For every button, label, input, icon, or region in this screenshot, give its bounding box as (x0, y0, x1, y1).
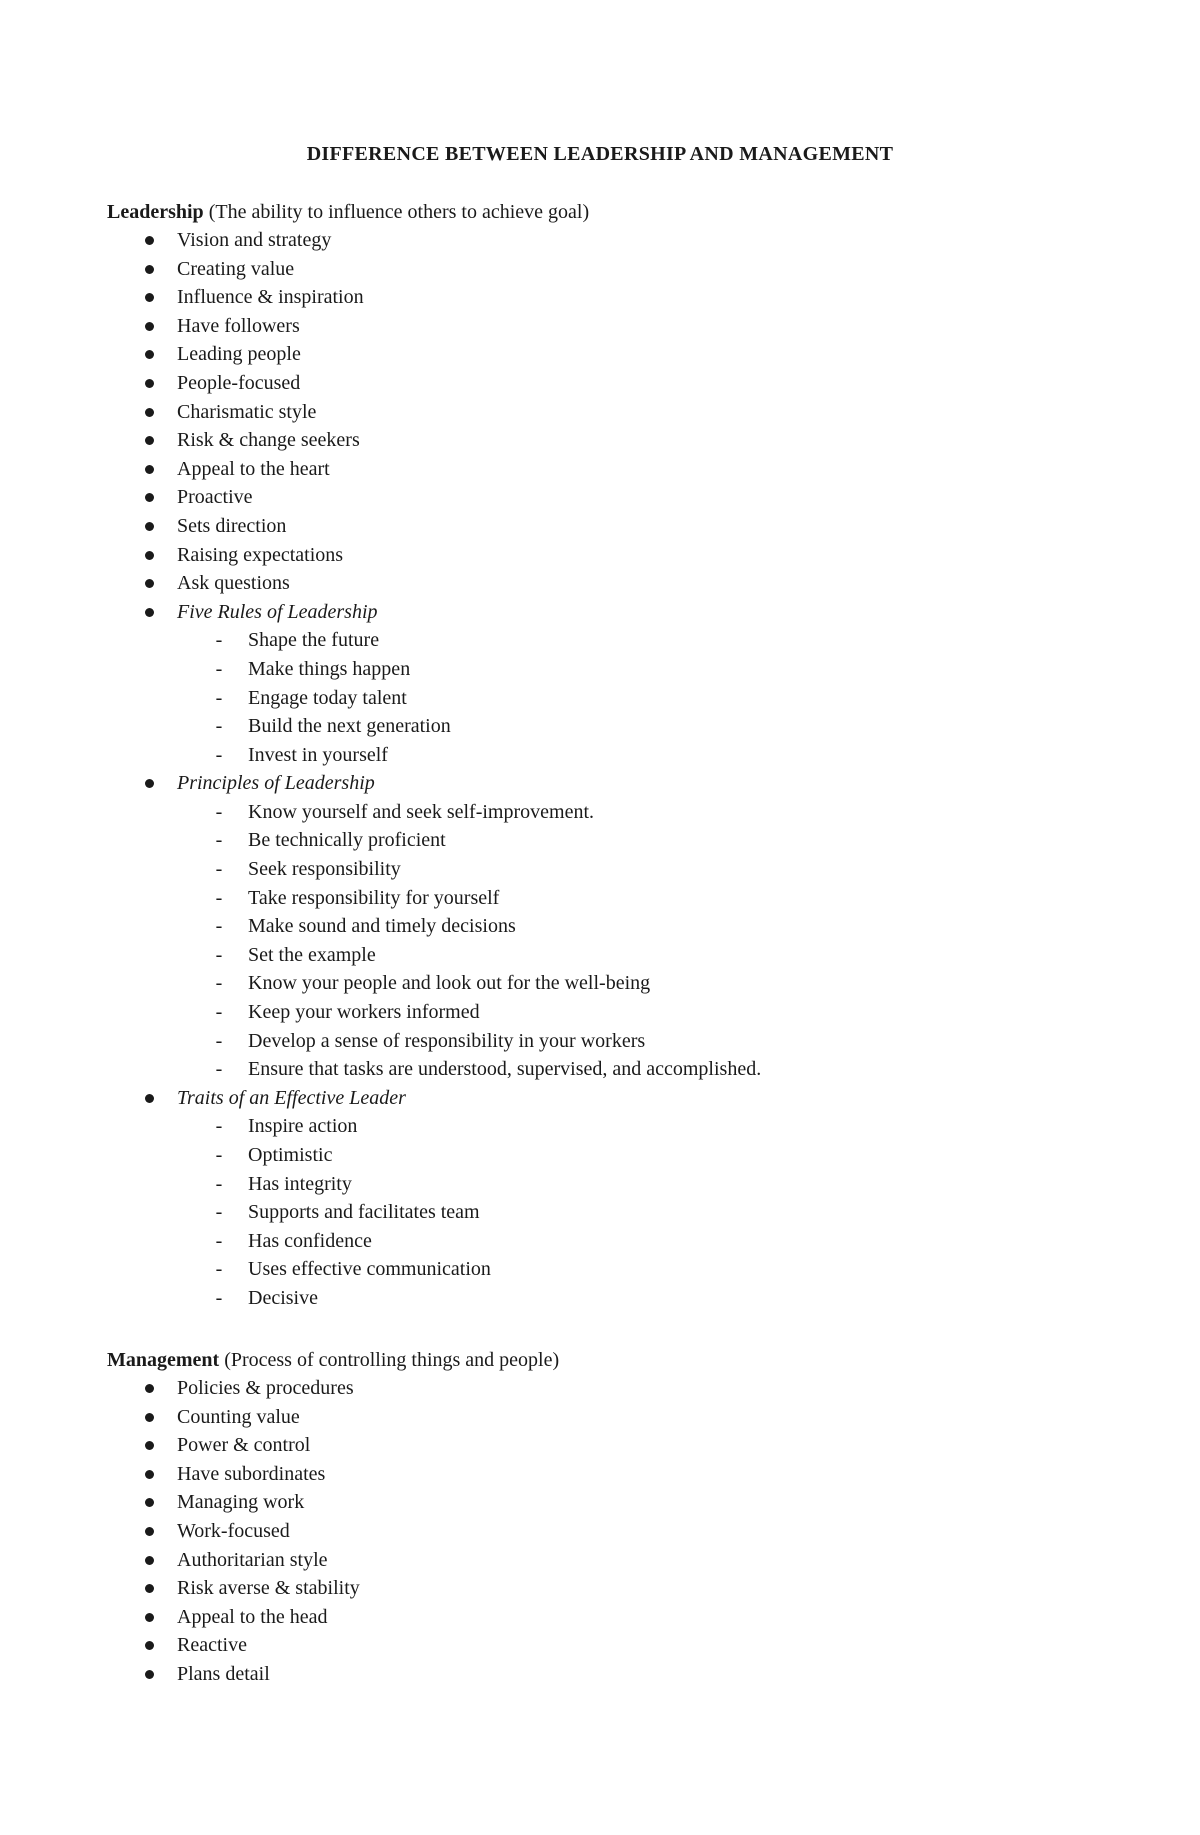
dash-marker: - (215, 829, 223, 852)
list-item (107, 1055, 1107, 1084)
list-item (107, 884, 1107, 913)
list-item (107, 1227, 1107, 1256)
list-item (107, 541, 1107, 570)
dash-marker: - (215, 858, 223, 881)
list-item-text: Develop a sense of responsibility in your workers (248, 1029, 646, 1052)
list-item-text: Power & control (177, 1434, 311, 1457)
list-item-text: People-focused (177, 371, 301, 394)
list-item (107, 655, 1107, 684)
leadership-term: Leadership (107, 201, 204, 223)
management-heading (107, 1346, 1107, 1374)
list-item (107, 998, 1107, 1027)
list-item (107, 969, 1107, 998)
list-item (107, 1431, 1107, 1460)
list-item (107, 798, 1107, 827)
bullet-marker (145, 1441, 154, 1450)
list-item (107, 369, 1107, 398)
list-item (107, 1170, 1107, 1199)
bullet-marker (145, 236, 154, 245)
five-rules-heading (107, 598, 1107, 627)
list-item (107, 226, 1107, 255)
list-item (107, 1631, 1107, 1660)
list-item (107, 741, 1107, 770)
dash-marker: - (215, 1201, 223, 1224)
list-item (107, 1374, 1107, 1403)
leadership-section (107, 198, 1107, 1313)
list-item (107, 855, 1107, 884)
bullet-marker (145, 1094, 154, 1103)
bullet-marker (145, 1584, 154, 1593)
dash-marker: - (215, 943, 223, 966)
principles-list (107, 798, 1107, 1084)
dash-marker: - (215, 1001, 223, 1024)
list-item-text: Know yourself and seek self-improvement. (248, 800, 595, 823)
list-item-text: Uses effective communication (248, 1258, 491, 1281)
bullet-marker (145, 1556, 154, 1565)
list-item-text: Proactive (177, 486, 253, 509)
list-item (107, 684, 1107, 713)
list-item (107, 1141, 1107, 1170)
document-title: DIFFERENCE BETWEEN LEADERSHIP AND MANAGEMENT (306, 143, 894, 165)
leadership-bullet-list (107, 226, 1107, 1313)
list-item (107, 512, 1107, 541)
list-item (107, 712, 1107, 741)
list-item-text: Have subordinates (177, 1462, 326, 1485)
bullet-marker (145, 436, 154, 445)
bullet-marker (145, 1527, 154, 1536)
list-item (107, 426, 1107, 455)
list-item-text: Risk & change seekers (177, 429, 360, 452)
list-item (107, 255, 1107, 284)
dash-marker: - (215, 972, 223, 995)
list-item (107, 1198, 1107, 1227)
list-item-text: Invest in yourself (248, 743, 388, 766)
list-item-text: Creating value (177, 257, 295, 280)
list-item (107, 1546, 1107, 1575)
list-item-text: Influence & inspiration (177, 286, 364, 309)
bullet-marker (145, 608, 154, 617)
list-item (107, 1255, 1107, 1284)
list-item (107, 483, 1107, 512)
bullet-marker (145, 379, 154, 388)
bullet-marker (145, 551, 154, 560)
list-item-text: Reactive (177, 1634, 247, 1657)
leadership-definition: (The ability to influence others to achieve goal) (203, 201, 590, 223)
dash-marker: - (215, 743, 223, 766)
list-item-text: Counting value (177, 1405, 300, 1428)
dash-marker: - (215, 800, 223, 823)
list-item-text: Charismatic style (177, 400, 317, 423)
dash-marker: - (215, 1115, 223, 1138)
list-item-text: Appeal to the head (177, 1605, 328, 1628)
principles-heading (107, 769, 1107, 798)
bullet-marker (145, 1498, 154, 1507)
list-item (107, 826, 1107, 855)
list-item (107, 283, 1107, 312)
dash-marker: - (215, 1058, 223, 1081)
traits-heading (107, 1084, 1107, 1113)
list-item-text: Policies & procedures (177, 1377, 354, 1399)
bullet-marker (145, 1670, 154, 1679)
dash-marker: - (215, 657, 223, 680)
list-item (107, 340, 1107, 369)
dash-marker: - (215, 1286, 223, 1309)
bullet-marker (145, 1384, 154, 1393)
list-item (107, 1660, 1107, 1689)
list-item-text: Leading people (177, 343, 301, 366)
bullet-marker (145, 493, 154, 502)
list-item-text: Has confidence (248, 1229, 372, 1252)
list-item-text: Shape the future (248, 629, 380, 652)
management-definition: (Process of controlling things and people) (219, 1349, 560, 1371)
list-item (107, 626, 1107, 655)
bullet-marker (145, 1641, 154, 1650)
dash-marker: - (215, 886, 223, 909)
list-item-text: Raising expectations (177, 543, 344, 566)
list-item-text: Set the example (248, 943, 376, 966)
traits-list (107, 1112, 1107, 1312)
dash-marker: - (215, 1144, 223, 1166)
sublist-heading-text: Traits of an Effective Leader (177, 1086, 406, 1109)
bullet-marker (145, 1470, 154, 1479)
list-item-text: Has integrity (248, 1172, 352, 1195)
sublist-heading-text: Principles of Leadership (177, 772, 375, 795)
list-item-text: Authoritarian style (177, 1548, 328, 1571)
bullet-marker (145, 779, 154, 788)
bullet-marker (145, 465, 154, 474)
bullet-marker (145, 322, 154, 331)
dash-marker: - (215, 1029, 223, 1052)
list-item-text: Build the next generation (248, 715, 451, 738)
bullet-marker (145, 522, 154, 531)
list-item (107, 1603, 1107, 1632)
list-item-text: Make sound and timely decisions (248, 915, 516, 938)
list-item (107, 1517, 1107, 1546)
sublist-heading-text: Five Rules of Leadership (177, 600, 378, 623)
dash-marker: - (215, 915, 223, 938)
dash-marker: - (215, 1229, 223, 1252)
list-item-text: Engage today talent (248, 686, 407, 709)
list-item-text: Sets direction (177, 514, 287, 537)
bullet-marker (145, 265, 154, 274)
management-section (107, 1346, 1107, 1689)
dash-marker: - (215, 1258, 223, 1281)
list-item-text: Appeal to the heart (177, 457, 330, 480)
management-term: Management (107, 1349, 220, 1371)
dash-marker: - (215, 629, 223, 652)
list-item-text: Optimistic (248, 1144, 333, 1166)
list-item (107, 455, 1107, 484)
list-item (107, 1027, 1107, 1056)
list-item-text: Risk averse & stability (177, 1577, 360, 1600)
leadership-heading (107, 198, 1107, 226)
list-item-text: Know your people and look out for the well-being (248, 972, 651, 995)
bullet-marker (145, 1613, 154, 1622)
list-item-text: Seek responsibility (248, 858, 401, 881)
list-item-text: Keep your workers informed (248, 1001, 480, 1024)
list-item (107, 1112, 1107, 1141)
five-rules-list (107, 626, 1107, 769)
bullet-marker (145, 293, 154, 302)
list-item (107, 398, 1107, 427)
list-item-text: Have followers (177, 314, 300, 337)
list-item (107, 912, 1107, 941)
list-item-text: Managing work (177, 1491, 305, 1514)
bullet-marker (145, 408, 154, 417)
list-item-text: Ensure that tasks are understood, supervised, and accomplished. (248, 1058, 762, 1081)
list-item (107, 1284, 1107, 1313)
list-item (107, 312, 1107, 341)
list-item-text: Decisive (248, 1286, 318, 1309)
bullet-marker (145, 1413, 154, 1422)
list-item (107, 1460, 1107, 1489)
management-bullet-list (107, 1374, 1107, 1689)
list-item (107, 1488, 1107, 1517)
list-item (107, 941, 1107, 970)
list-item-text: Supports and facilitates team (248, 1201, 480, 1224)
list-item (107, 569, 1107, 598)
list-item (107, 1574, 1107, 1603)
list-item-text: Inspire action (248, 1115, 358, 1138)
list-item-text: Take responsibility for yourself (248, 886, 500, 909)
list-item-text: Vision and strategy (177, 229, 332, 251)
dash-marker: - (215, 1172, 223, 1195)
list-item (107, 1403, 1107, 1432)
dash-marker: - (215, 686, 223, 709)
list-item-text: Plans detail (177, 1662, 270, 1685)
bullet-marker (145, 350, 154, 359)
list-item-text: Be technically proficient (248, 829, 446, 852)
list-item-text: Work-focused (177, 1519, 290, 1542)
list-item-text: Ask questions (177, 572, 290, 595)
bullet-marker (145, 579, 154, 588)
list-item-text: Make things happen (248, 657, 411, 680)
dash-marker: - (215, 715, 223, 738)
